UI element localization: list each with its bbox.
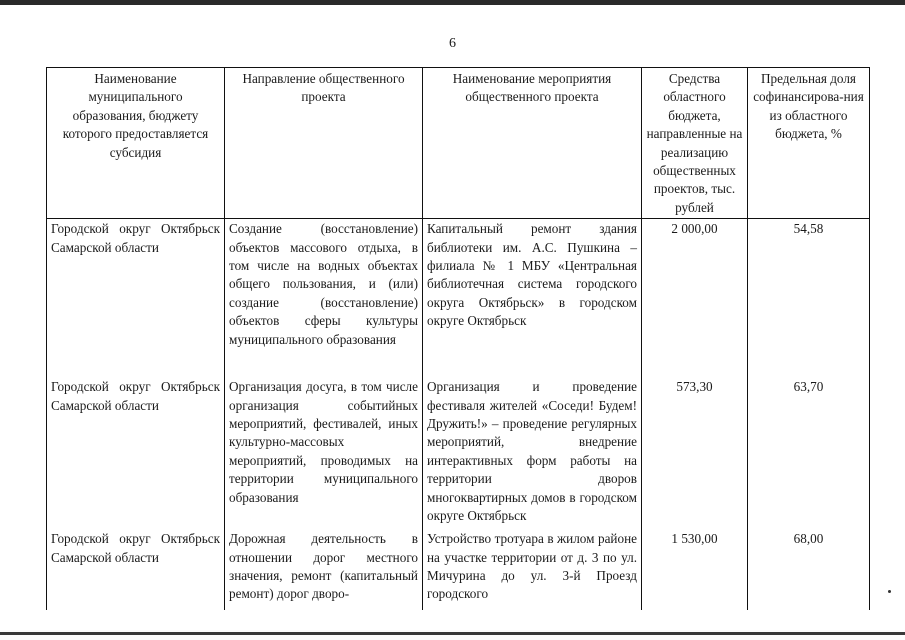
table-row xyxy=(47,530,870,610)
scan-edge-bottom xyxy=(0,632,905,635)
cell-municipality: Городской округ Октябрьск Самарской области xyxy=(47,378,225,530)
cell-funds: 573,30 xyxy=(642,378,748,530)
cell-funds: 2 000,00 xyxy=(642,219,748,379)
cell-funds: 1 530,00 xyxy=(642,530,748,610)
cell-event: Организация и проведение фестиваля жителей «Соседи! Будем! Дружить!» – проведение регулярных мероприятий, внедрение интерактивных форм работы на территории дворов многоквартирных домов в городском округе Октябрьск xyxy=(423,378,642,530)
cell-share: 68,00 xyxy=(748,530,870,610)
table-row xyxy=(47,219,870,379)
cell-municipality: Городской округ Октябрьск Самарской области xyxy=(47,530,225,610)
table-header-row xyxy=(47,68,870,219)
header-municipality: Наименование муниципального образования, бюджету которого предоставляется субсидия xyxy=(47,68,225,219)
cell-share: 63,70 xyxy=(748,378,870,530)
header-share: Предельная доля софинансирова-ния из областного бюджета, % xyxy=(748,68,870,219)
cell-direction: Дорожная деятельность в отношении дорог местного значения, ремонт (капитальный ремонт) дорог дворо- xyxy=(225,530,423,610)
header-direction: Направление общественного проекта xyxy=(225,68,423,219)
page-number: 6 xyxy=(449,36,456,51)
cell-municipality: Городской округ Октябрьск Самарской области xyxy=(47,219,225,379)
header-event: Наименование мероприятия общественного проекта xyxy=(423,68,642,219)
header-funds: Средства областного бюджета, направленные на реализацию общественных проектов, тыс. рублей xyxy=(642,68,748,219)
subsidy-table xyxy=(46,67,870,610)
cell-event: Устройство тротуара в жилом районе на участке территории от д. 3 по ул. Мичурина до ул. 3-й Проезд городского xyxy=(423,530,642,610)
cell-direction: Организация досуга, в том числе организация событийных мероприятий, фестивалей, иных культурно-массовых мероприятий, проводимых на территории муниципального образования xyxy=(225,378,423,530)
cell-direction: Создание (восстановление) объектов массового отдыха, в том числе на водных объектах общего пользования, и (или) создание (восстановление) объектов сферы культуры муниципального образования xyxy=(225,219,423,379)
table-row xyxy=(47,378,870,530)
scan-speck xyxy=(888,590,891,593)
cell-event: Капитальный ремонт здания библиотеки им. А.С. Пушкина – филиала № 1 МБУ «Центральная библиотечная система городского округа Октябрьск» в городском округе Октябрьск xyxy=(423,219,642,379)
scan-edge-top xyxy=(0,0,905,5)
cell-share: 54,58 xyxy=(748,219,870,379)
